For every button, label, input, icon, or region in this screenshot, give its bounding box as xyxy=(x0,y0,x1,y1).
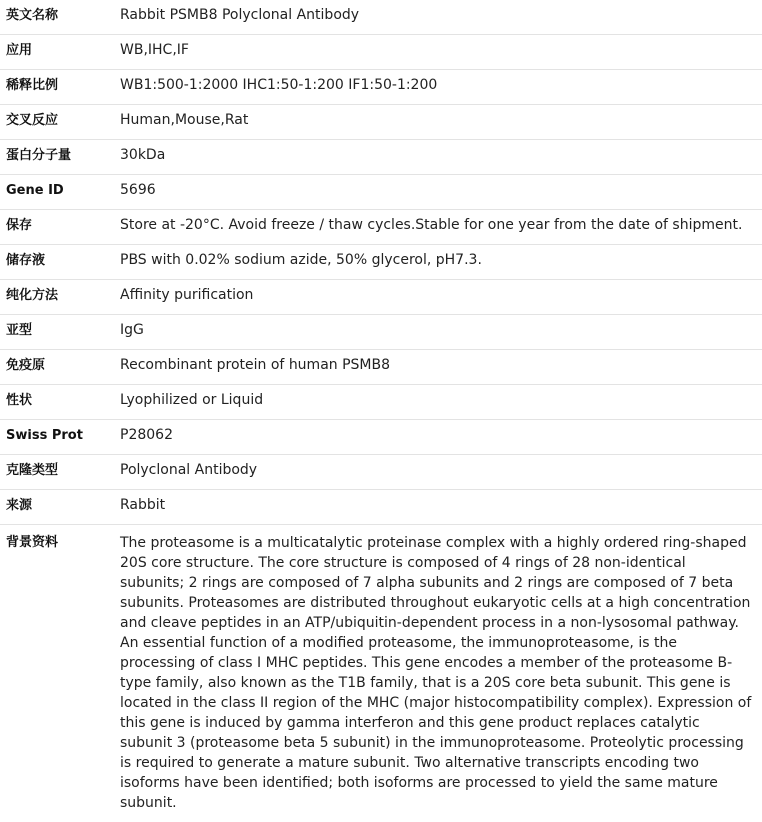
spec-value: WB1:500-1:2000 IHC1:50-1:200 IF1:50-1:200 xyxy=(120,70,762,105)
spec-label: 背景资料 xyxy=(0,525,120,822)
spec-value: WB,IHC,IF xyxy=(120,35,762,70)
spec-value: IgG xyxy=(120,315,762,350)
background-description: The proteasome is a multicatalytic proteinase complex with a highly ordered ring-shaped 20S core structure. The core structure is composed of 4 rings of 28 non-identical subunits; 2 rings are composed of 7 alpha subunits and 2 rings are composed of 7 beta subunits. Proteasomes are distributed throughout eukaryotic cells at a high concentration and cleave peptides in an ATP/ubiquitin-dependent process in a non-lysosomal pathway. An essential function of a modified proteasome, the immunoproteasome, is the processing of class I MHC peptides. This gene encodes a member of the proteasome B-type family, also known as the T1B family, that is a 20S core beta subunit. This gene is located in the class II region of the MHC (major histocompatibility complex). Expression of this gene is induced by gamma interferon and this gene product replaces catalytic subunit 3 (proteasome beta 5 subunit) in the immunoproteasome. Proteolytic processing is required to generate a mature subunit. Two alternative transcripts encoding two isoforms have been identified; both isoforms are processed to yield the same mature subunit. xyxy=(120,525,762,822)
spec-label: 来源 xyxy=(0,490,120,525)
spec-row-isotype xyxy=(0,315,762,350)
spec-label: Gene ID xyxy=(0,175,120,210)
spec-value: Rabbit xyxy=(120,490,762,525)
spec-label: 交叉反应 xyxy=(0,105,120,140)
spec-label: 储存液 xyxy=(0,245,120,280)
spec-label: 英文名称 xyxy=(0,0,120,35)
spec-value: Recombinant protein of human PSMB8 xyxy=(120,350,762,385)
spec-value: Lyophilized or Liquid xyxy=(120,385,762,420)
spec-value: 30kDa xyxy=(120,140,762,175)
spec-row-clonality xyxy=(0,455,762,490)
spec-label: 性状 xyxy=(0,385,120,420)
spec-value: Rabbit PSMB8 Polyclonal Antibody xyxy=(120,0,762,35)
spec-row-swiss-prot xyxy=(0,420,762,455)
spec-row-reactivity xyxy=(0,105,762,140)
spec-label: 稀释比例 xyxy=(0,70,120,105)
spec-row-host xyxy=(0,490,762,525)
spec-row-storage xyxy=(0,210,762,245)
spec-row-english-name xyxy=(0,0,762,35)
spec-value: P28062 xyxy=(120,420,762,455)
spec-row-purification xyxy=(0,280,762,315)
spec-row-gene-id xyxy=(0,175,762,210)
spec-row-buffer xyxy=(0,245,762,280)
spec-label: Swiss Prot xyxy=(0,420,120,455)
spec-label: 纯化方法 xyxy=(0,280,120,315)
spec-label: 应用 xyxy=(0,35,120,70)
spec-value: Store at -20°C. Avoid freeze / thaw cycles.Stable for one year from the date of shipment. xyxy=(120,210,762,245)
spec-value: Affinity purification xyxy=(120,280,762,315)
spec-row-immunogen xyxy=(0,350,762,385)
spec-row-dilution xyxy=(0,70,762,105)
spec-row-molecular-weight xyxy=(0,140,762,175)
spec-label: 免疫原 xyxy=(0,350,120,385)
spec-label: 蛋白分子量 xyxy=(0,140,120,175)
spec-label: 亚型 xyxy=(0,315,120,350)
spec-value: PBS with 0.02% sodium azide, 50% glycerol, pH7.3. xyxy=(120,245,762,280)
spec-row-application xyxy=(0,35,762,70)
spec-row-form xyxy=(0,385,762,420)
spec-row-background xyxy=(0,525,762,822)
spec-value: Human,Mouse,Rat xyxy=(120,105,762,140)
spec-label: 保存 xyxy=(0,210,120,245)
spec-value: 5696 xyxy=(120,175,762,210)
spec-label: 克隆类型 xyxy=(0,455,120,490)
spec-value: Polyclonal Antibody xyxy=(120,455,762,490)
